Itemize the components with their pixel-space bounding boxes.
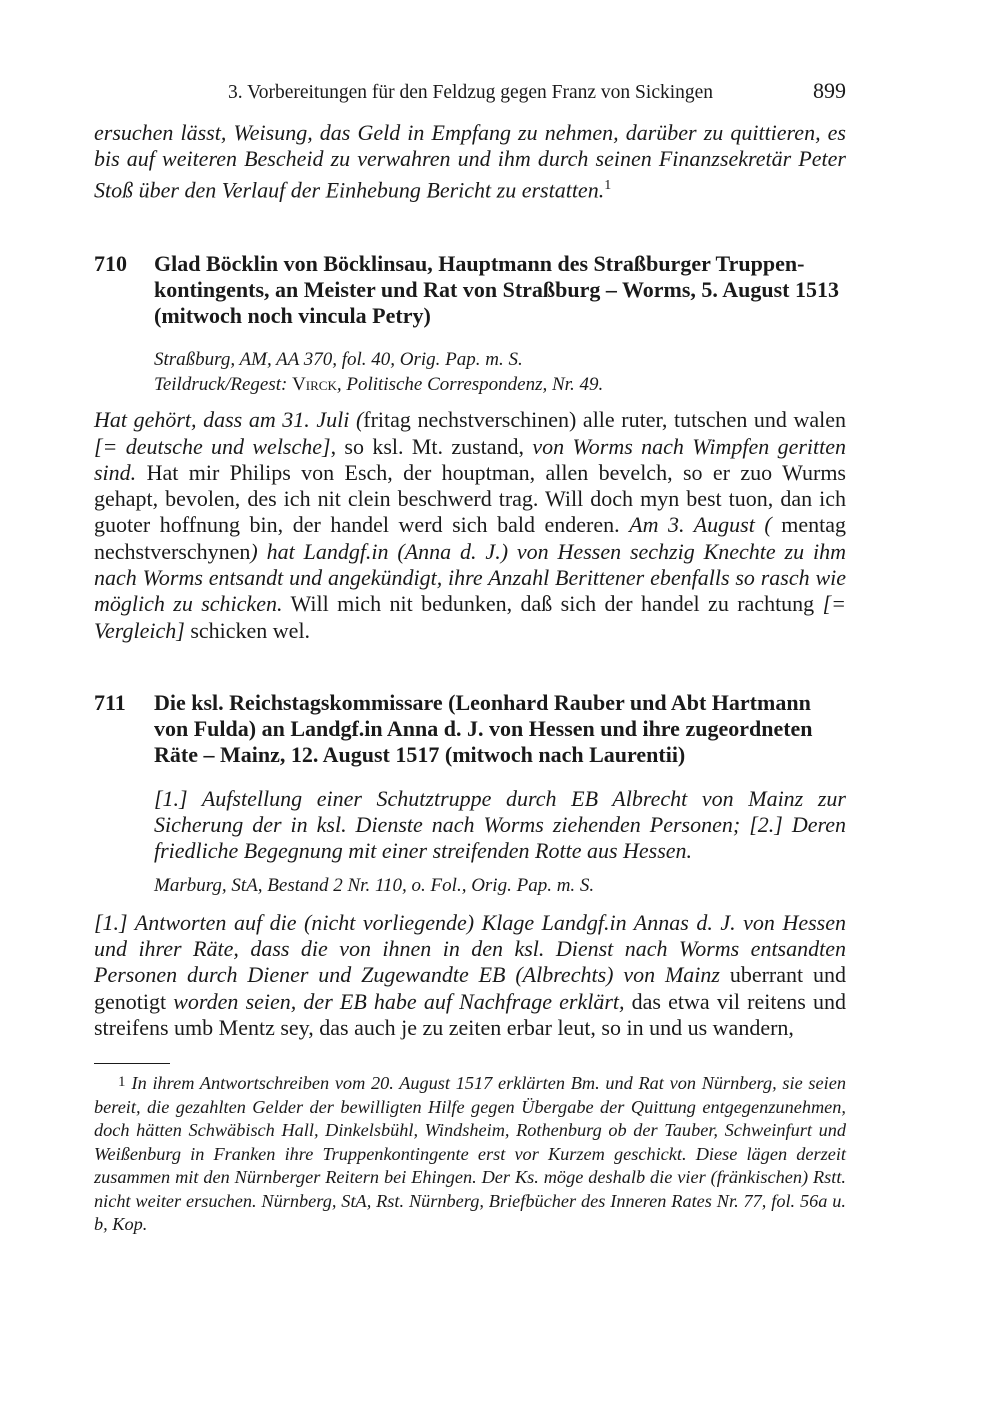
print-source-prefix: Teildruck/Regest: <box>154 374 288 396</box>
intro-paragraph <box>94 120 846 203</box>
footnote-mark: 1 <box>118 1074 126 1090</box>
running-head: 3. Vorbereitungen für den Feldzug gegen Franz von Sickingen <box>228 82 714 103</box>
entry-711-source: Marburg, StA, Bestand 2 Nr. 110, o. Fol., Orig. Pap. m. S. <box>154 874 595 896</box>
entry-710-body <box>94 407 846 644</box>
footnote-reference: 1 <box>604 177 612 193</box>
entry-number: 711 <box>94 689 126 715</box>
body-roman: schicken wel. <box>184 617 311 643</box>
body-roman: fritag nechstverschinen <box>363 407 570 433</box>
body-italic: [1.] Antworten auf die (nicht vorliegende) Klage Landgf.in Annas d. J. von Hessen und ihrer Räte, dass die von ihnen in den ksl. Dienst nach Worms entsandten Personen durch Diener und Zugewandte EB (Albrechts) von Mainz <box>94 909 846 988</box>
footnote <box>94 1071 846 1237</box>
footnote-rule <box>94 1063 170 1064</box>
footnote-text: In ihrem Antwortschreiben vom 20. August 1517 erklärten Bm. und Rat von Nürnberg, sie seien bereit, die gezahlten Gelder der bewilligten Hilfe gegen Übergabe der Quittung entgegenzunehmen, doch hätten Schwäbisch Hall, Dinkelsbühl, Windsheim, Rothenburg ob der Tauber, Schweinfurt und Weißenburg in Franken ihre Truppenkontingente erst vor Kurzem geschickt. Diese lägen derzeit zusammen mit den Nürnberger Reitern bei Ehingen. Der Ks. möge deshalb die vier (fränkischen) Rstt. nicht weiter ersuchen. Nürnberg, StA, Rst. Nürnberg, Briefbücher des Inneren Rates Nr. 77, fol. 56a u. b, Kop. <box>94 1073 846 1234</box>
body-italic: ) hat Landgf.in (Anna d. J.) von Hessen sechzig Knechte zu ihm nach Worms entsandt und angekündigt, ihre Anzahl Berittener ebenfalls so rasch wie möglich zu schicken. <box>94 538 846 617</box>
intro-text: ersuchen lässt, Weisung, das Geld in Empfang zu nehmen, darüber zu quittieren, es bis auf weiteren Bescheid zu verwahren und ihm durch seinen Finanzsekretär Peter Stoß über den Verlauf der Einhebung Bericht zu erstatten. <box>94 120 846 202</box>
body-roman: mentag nechstverschynen <box>94 512 846 564</box>
body-italic: [= deutsche und welsche] <box>94 433 331 459</box>
entry-number: 710 <box>94 251 127 277</box>
page-number: 899 <box>813 78 846 103</box>
entry-711-heading <box>94 690 846 768</box>
print-source <box>154 372 846 397</box>
entry-title: Die ksl. Reichstagskommissare (Leonhard Rauber und Abt Hartmann von Fulda) an Landgf.in Anna d. J. von Hessen und ihre zugeordneten Räte – Mainz, 12. August 1517 (mitwoch nach Laurentii) <box>154 689 813 767</box>
page-content <box>94 78 846 1041</box>
entry-711-summary: [1.] Aufstellung einer Schutztruppe durch EB Albrecht von Mainz zur Sicherung der in ksl. Dienste nach Worms ziehenden Personen; [2.] Deren friedliche Begegnung mit einer streifenden Rotte aus Hessen. <box>154 785 846 864</box>
print-source-author: Virck <box>292 374 337 396</box>
body-italic: ) alle ruter, tutschen und walen <box>569 407 847 433</box>
body-roman: uberrant und genotigt <box>94 962 846 1014</box>
print-source-rest: , Politische Correspondenz, Nr. 49. <box>336 374 604 396</box>
body-roman: , so ksl. Mt. zustand, <box>330 433 533 459</box>
entry-title: Glad Böcklin von Böcklinsau, Hauptmann des Straßburger Truppenkontingents, an Meister und Rat von Straßburg – Worms, 5. August 1513 (mitwoch noch vincula Petry) <box>154 251 839 329</box>
entry-710-heading <box>94 251 846 329</box>
body-italic: von Worms nach Wimpfen geritten sind. <box>94 433 846 485</box>
body-italic: Am 3. August ( <box>629 512 772 538</box>
page-header <box>94 78 846 108</box>
body-italic: Hat gehört, dass am 31. Juli ( <box>94 407 364 433</box>
entry-711-body <box>94 910 846 1041</box>
archive-source: Straßburg, AM, AA 370, fol. 40, Orig. Pap. m. S. <box>154 349 523 371</box>
body-roman: das etwa vil reitens und streifens umb Mentz sey, das auch je zu zeiten erbar leut, so in und us wandern, <box>94 988 846 1040</box>
body-roman: Will mich nit bedunken, daß sich der handel zu rachtung <box>282 591 823 617</box>
body-roman: Hat mir Philips von Esch, der houptman, allen bevelch, so er zuo Wurms gehapt, bevolen, des ich nit clein beschwerd trag. Will doch myn best tuon, dan ich guoter hoffnung bin, der handel werd sich bald enderen. <box>94 459 846 538</box>
body-italic: worden seien, der EB habe auf Nachfrage erklärt, <box>173 988 625 1014</box>
entry-710 <box>94 251 846 644</box>
entry-711 <box>94 690 846 1041</box>
entry-710-sources <box>154 347 846 397</box>
body-italic: [= Vergleich] <box>94 591 847 643</box>
